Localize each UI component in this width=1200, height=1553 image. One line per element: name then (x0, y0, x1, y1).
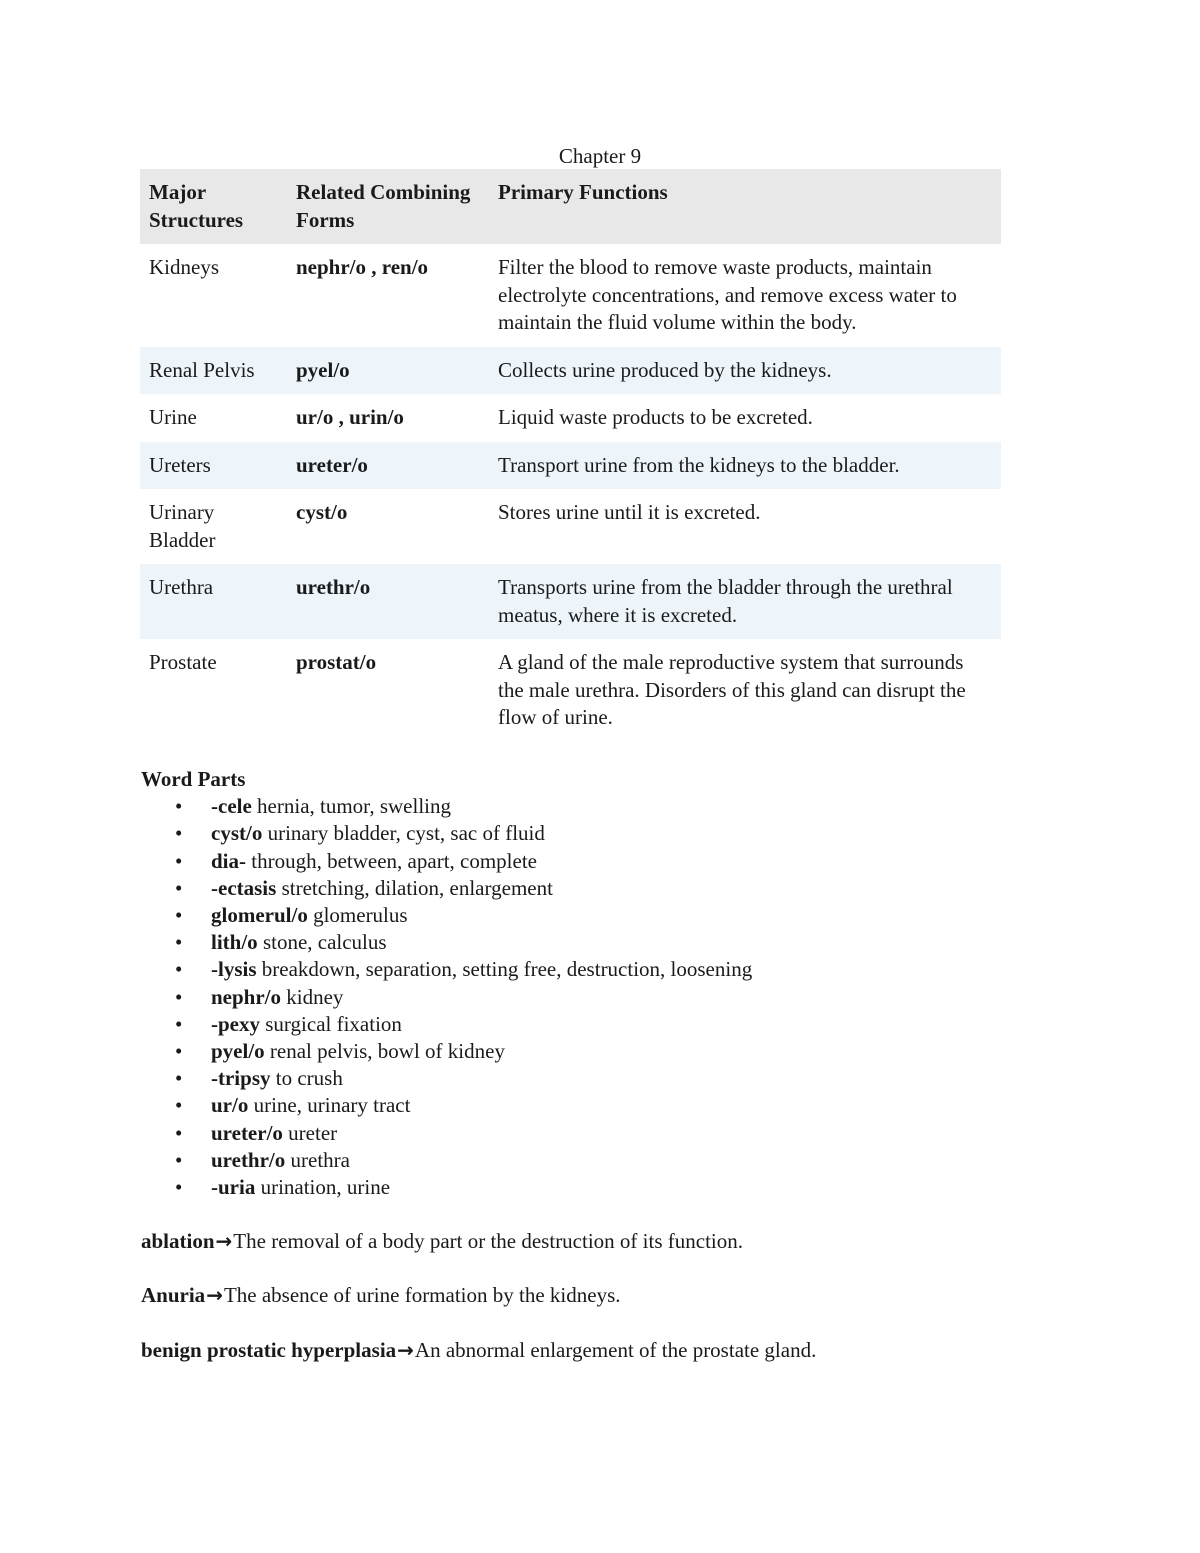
bullet-icon: • (175, 903, 183, 928)
table-header-row (140, 169, 1001, 244)
list-item (141, 1011, 1041, 1038)
bullet-icon: • (175, 957, 183, 982)
arrow-right-icon: → (206, 1283, 223, 1307)
list-item (141, 1147, 1041, 1174)
cell-structure: Urinary Bladder (149, 500, 216, 552)
bullet-icon: • (175, 1120, 183, 1145)
cell-combining-forms: nephr/o , ren/o (296, 255, 429, 279)
word-part-term: -pexy (211, 1011, 260, 1036)
bullet-icon: • (175, 1147, 183, 1172)
definition-text: An abnormal enlargement of the prostate gland. (414, 1338, 817, 1362)
list-item (141, 1038, 1041, 1065)
word-part-term: -lysis (211, 957, 257, 982)
arrow-right-icon: → (215, 1229, 233, 1253)
word-part-term: -ectasis (211, 875, 277, 900)
definition-entry (141, 1337, 816, 1363)
list-item (141, 875, 1041, 902)
word-part-meaning: hernia, tumor, swelling (257, 794, 451, 819)
definition-entry (141, 1228, 743, 1254)
definition-text: The absence of urine formation by the kidneys. (223, 1283, 621, 1307)
word-parts-list (141, 793, 1041, 1201)
cell-combining-forms: ureter/o (296, 452, 368, 477)
bullet-icon: • (175, 848, 183, 873)
header-major-structures: Major Structures (149, 180, 244, 232)
header-primary-functions: Primary Functions (498, 180, 668, 204)
word-parts-section (141, 766, 1041, 1201)
definition-term: benign prostatic hyperplasia (141, 1338, 397, 1362)
word-part-term: dia- (211, 848, 247, 873)
table-row (140, 639, 1001, 742)
cell-combining-forms: cyst/o (296, 500, 348, 524)
word-part-term: ur/o (211, 1093, 249, 1118)
word-part-meaning: ureter (288, 1120, 338, 1145)
list-item (141, 1092, 1041, 1119)
word-part-term: urethr/o (211, 1147, 286, 1172)
cell-structure: Urethra (149, 575, 214, 599)
bullet-icon: • (175, 794, 183, 819)
list-item (141, 929, 1041, 956)
cell-function: Filter the blood to remove waste products, maintain electrolyte concentrations, and remove excess water to maintain the fluid volume within the body. (498, 255, 957, 334)
cell-function: Transport urine from the kidneys to the bladder. (498, 452, 900, 477)
word-part-meaning: glomerulus (313, 903, 408, 928)
list-item (141, 793, 1041, 820)
cell-structure: Kidneys (149, 255, 219, 279)
cell-function: Transports urine from the bladder through the urethral meatus, where it is excreted. (498, 575, 953, 627)
definition-text: The removal of a body part or the destruction of its function. (233, 1229, 743, 1253)
word-part-term: -tripsy (211, 1066, 271, 1091)
bullet-icon: • (175, 1175, 183, 1200)
table-row (140, 347, 1001, 395)
table-row (140, 564, 1001, 639)
list-item (141, 902, 1041, 929)
bullet-icon: • (175, 1093, 183, 1118)
word-part-term: cyst/o (211, 821, 263, 846)
word-part-meaning: stone, calculus (262, 930, 387, 955)
bullet-icon: • (175, 1039, 183, 1064)
list-item (141, 956, 1041, 983)
list-item (141, 848, 1041, 875)
word-part-meaning: kidney (286, 984, 344, 1009)
cell-combining-forms: prostat/o (296, 650, 377, 674)
word-part-meaning: urination, urine (260, 1175, 391, 1200)
word-part-meaning: to crush (275, 1066, 343, 1091)
word-part-term: nephr/o (211, 984, 282, 1009)
table-row (140, 489, 1001, 564)
cell-function: Stores urine until it is excreted. (498, 500, 761, 524)
word-part-term: -uria (211, 1175, 256, 1200)
cell-combining-forms: pyel/o (296, 357, 350, 382)
definition-term: Anuria (141, 1283, 206, 1307)
word-part-meaning: urinary bladder, cyst, sac of fluid (267, 821, 545, 846)
cell-function: Liquid waste products to be excreted. (498, 405, 813, 429)
definition-entry (141, 1282, 621, 1308)
page-title: Chapter 9 (558, 144, 642, 168)
structures-table (140, 169, 1001, 742)
word-part-meaning: stretching, dilation, enlargement (281, 875, 553, 900)
table-row (140, 442, 1001, 490)
word-part-term: ureter/o (211, 1120, 283, 1145)
header-related-combining-forms: Related Combining Forms (296, 180, 471, 232)
list-item (141, 820, 1041, 847)
arrow-right-icon: → (397, 1338, 414, 1362)
cell-structure: Ureters (149, 452, 211, 477)
word-parts-heading: Word Parts (141, 767, 246, 791)
bullet-icon: • (175, 1011, 183, 1036)
cell-structure: Prostate (149, 650, 217, 674)
word-part-term: glomerul/o (211, 903, 308, 928)
cell-function: Collects urine produced by the kidneys. (498, 357, 832, 382)
cell-function: A gland of the male reproductive system that surrounds the male urethra. Disorders of this gland can disrupt the flow of urine. (498, 650, 966, 729)
word-part-meaning: through, between, apart, complete (251, 848, 537, 873)
word-part-meaning: urethra (290, 1147, 350, 1172)
word-part-meaning: urine, urinary tract (253, 1093, 411, 1118)
bullet-icon: • (175, 984, 183, 1009)
list-item (141, 984, 1041, 1011)
list-item (141, 1174, 1041, 1201)
bullet-icon: • (175, 1066, 183, 1091)
cell-structure: Urine (149, 405, 197, 429)
word-part-term: pyel/o (211, 1039, 265, 1064)
definition-term: ablation (141, 1229, 215, 1253)
bullet-icon: • (175, 875, 183, 900)
list-item (141, 1065, 1041, 1092)
cell-structure: Renal Pelvis (149, 357, 255, 382)
word-part-term: -cele (211, 794, 252, 819)
list-item (141, 1120, 1041, 1147)
word-part-meaning: surgical fixation (265, 1011, 402, 1036)
word-part-term: lith/o (211, 930, 258, 955)
cell-combining-forms: urethr/o (296, 575, 371, 599)
cell-combining-forms: ur/o , urin/o (296, 405, 404, 429)
word-part-meaning: renal pelvis, bowl of kidney (269, 1039, 505, 1064)
table-row (140, 244, 1001, 347)
bullet-icon: • (175, 930, 183, 955)
bullet-icon: • (175, 821, 183, 846)
word-part-meaning: breakdown, separation, setting free, destruction, loosening (261, 957, 753, 982)
table-row (140, 394, 1001, 442)
